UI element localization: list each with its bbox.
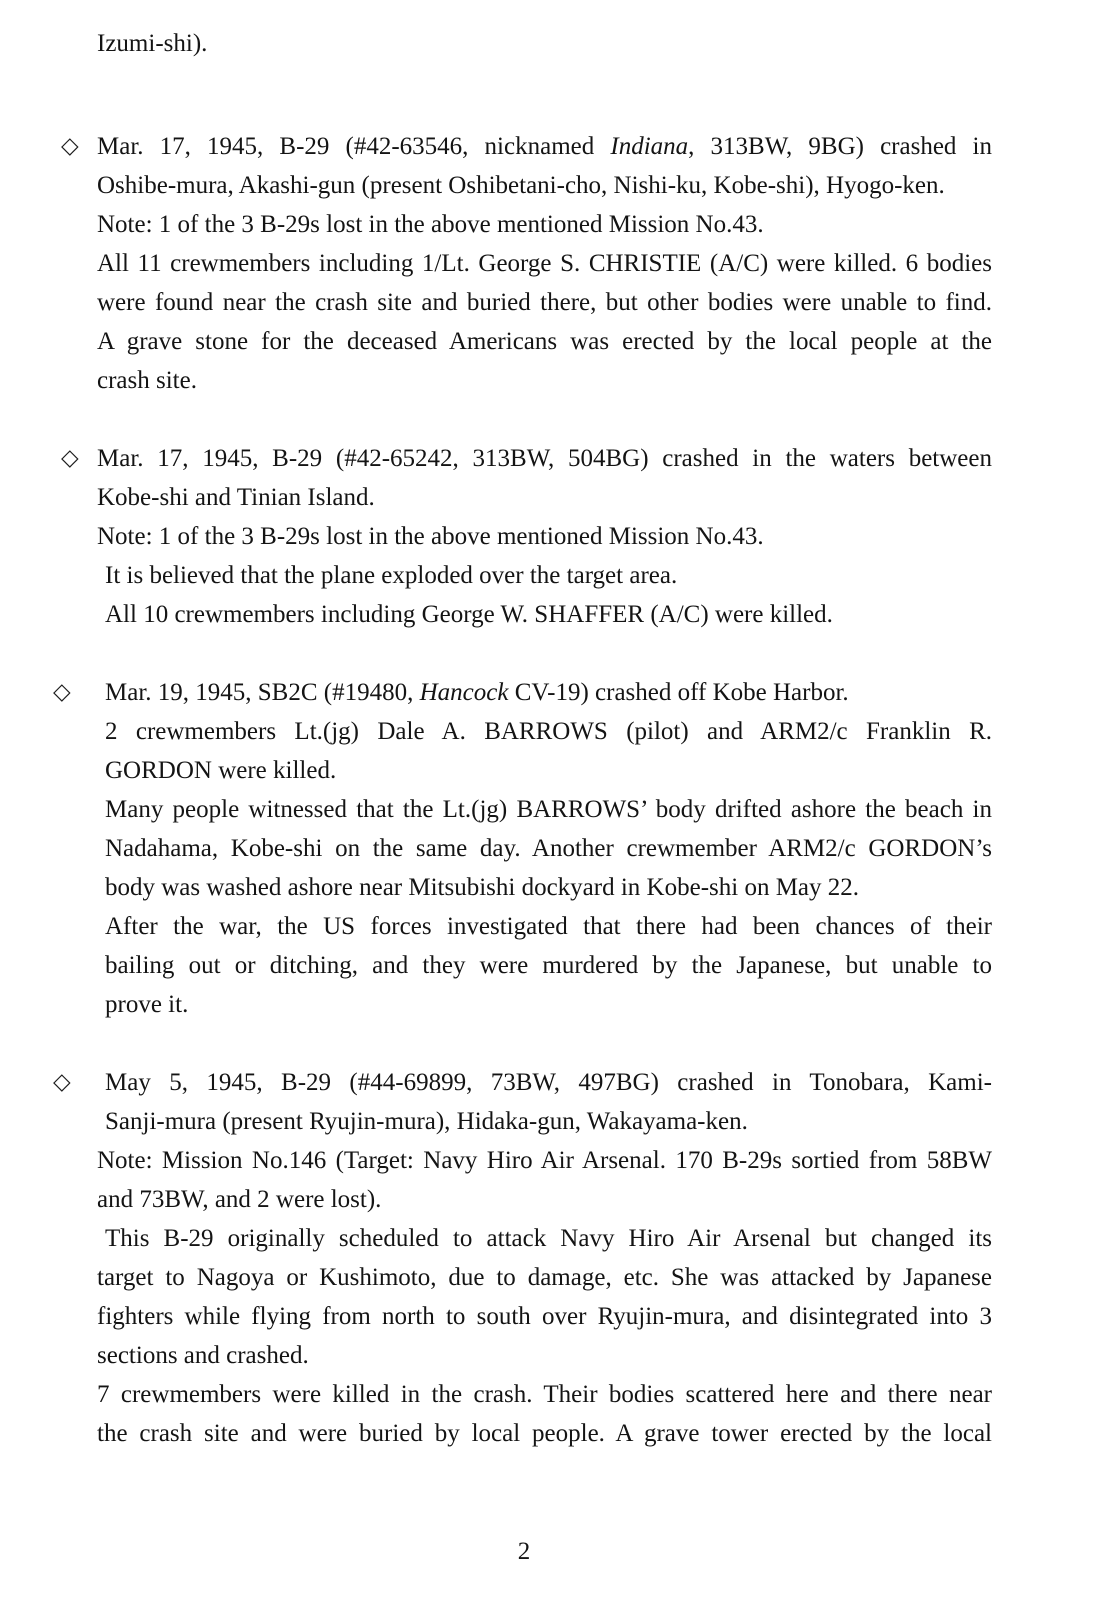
text-segment: May 5, 1945, B-29 (#44-69899, 73BW, 497BG) crashed in Tonobara, Kami- [105,1069,992,1096]
diamond-bullet-icon: ◇ [61,133,79,159]
text-segment: Mar. 19, 1945, SB2C (#19480, [105,679,420,706]
text-line [97,1297,992,1336]
text-line [97,1219,992,1258]
text-segment: 7 crewmembers were killed in the crash. Their bodies scattered here and there near [97,1381,992,1408]
page-number: 2 [517,1538,531,1565]
entry [53,1063,992,1453]
text-line [97,751,992,790]
text-segment: This B-29 originally scheduled to attack Navy Hiro Air Arsenal but changed its [105,1225,992,1252]
text-line [53,673,992,712]
text-line [97,985,992,1024]
text-line [97,1414,992,1453]
text-line [97,166,992,205]
text-segment: Note: Mission No.146 (Target: Navy Hiro Air Arsenal. 170 B-29s sortied from 58BW [97,1147,992,1174]
text-line [97,868,992,907]
text-line [97,205,992,244]
entries [53,127,992,1453]
text-segment: fighters while flying from north to south over Ryujin-mura, and disintegrated into 3 [97,1303,992,1330]
continuation-line: Izumi-shi). [97,30,208,57]
text-segment: Kobe-shi and Tinian Island. [97,484,375,511]
text-segment: the crash site and were buried by local people. A grave tower erected by the local [97,1420,992,1447]
text-segment: It is believed that the plane exploded over the target area. [105,562,678,589]
text-segment: All 11 crewmembers including 1/Lt. George S. CHRISTIE (A/C) were killed. 6 bodies [97,250,992,277]
text-segment: sections and crashed. [97,1342,309,1369]
italic-text: Indiana [610,133,689,160]
diamond-bullet-icon: ◇ [53,1069,71,1095]
text-line [97,790,992,829]
text-segment: Sanji-mura (present Ryujin-mura), Hidaka-gun, Wakayama-ken. [105,1108,748,1135]
text-segment: prove it. [105,991,189,1018]
text-line [97,1336,992,1375]
text-line [97,1141,992,1180]
text-segment: Many people witnessed that the Lt.(jg) BARROWS’ body drifted ashore the beach in [105,796,992,823]
text-line [97,1258,992,1297]
text-line [97,556,992,595]
text-line [97,946,992,985]
text-line [97,283,992,322]
text-line [61,439,992,478]
text-line [97,907,992,946]
text-segment: Note: 1 of the 3 B-29s lost in the above mentioned Mission No.43. [97,211,764,238]
text-segment: All 10 crewmembers including George W. SHAFFER (A/C) were killed. [105,601,833,628]
text-line [97,829,992,868]
text-line [61,127,992,166]
text-segment: were found near the crash site and buried there, but other bodies were unable to find. [97,289,992,316]
text-line [97,712,992,751]
text-line [97,1102,992,1141]
diamond-bullet-icon: ◇ [53,679,71,705]
text-line [97,478,992,517]
text-segment: CV-19) crashed off Kobe Harbor. [508,679,849,706]
entry [61,439,992,634]
diamond-bullet-icon: ◇ [61,445,79,471]
text-segment: Mar. 17, 1945, B-29 (#42-63546, nicknamed [97,133,611,160]
text-segment: Nadahama, Kobe-shi on the same day. Another crewmember ARM2/c GORDON’s [105,835,992,862]
text-segment: target to Nagoya or Kushimoto, due to damage, etc. She was attacked by Japanese [97,1264,992,1291]
text-segment: Mar. 17, 1945, B-29 (#42-65242, 313BW, 504BG) crashed in the waters between [97,445,992,472]
text-line [97,244,992,283]
italic-text: Hancock [419,679,509,706]
text-segment: Note: 1 of the 3 B-29s lost in the above mentioned Mission No.43. [97,523,764,550]
text-segment: Oshibe-mura, Akashi-gun (present Oshibetani-cho, Nishi-ku, Kobe-shi), Hyogo-ken. [97,172,945,199]
entry [61,127,992,400]
text-line [97,322,992,361]
text-segment: 2 crewmembers Lt.(jg) Dale A. BARROWS (pilot) and ARM2/c Franklin R. [105,718,992,745]
text-line [97,361,992,400]
text-segment: and 73BW, and 2 were lost). [97,1186,382,1213]
text-segment: After the war, the US forces investigated that there had been chances of their [105,913,992,940]
text-segment: crash site. [97,367,197,394]
text-segment: body was washed ashore near Mitsubishi dockyard in Kobe-shi on May 22. [105,874,860,901]
text-segment: , 313BW, 9BG) crashed in [688,133,992,160]
text-line [97,1375,992,1414]
document-body [53,24,992,1453]
entry [53,673,992,1024]
text-segment: bailing out or ditching, and they were murdered by the Japanese, but unable to [105,952,992,979]
text-line [97,1180,992,1219]
text-line [97,517,992,556]
text-segment: A grave stone for the deceased Americans was erected by the local people at the [97,328,992,355]
text-line [53,1063,992,1102]
text-segment: GORDON were killed. [105,757,337,784]
text-line [97,595,992,634]
